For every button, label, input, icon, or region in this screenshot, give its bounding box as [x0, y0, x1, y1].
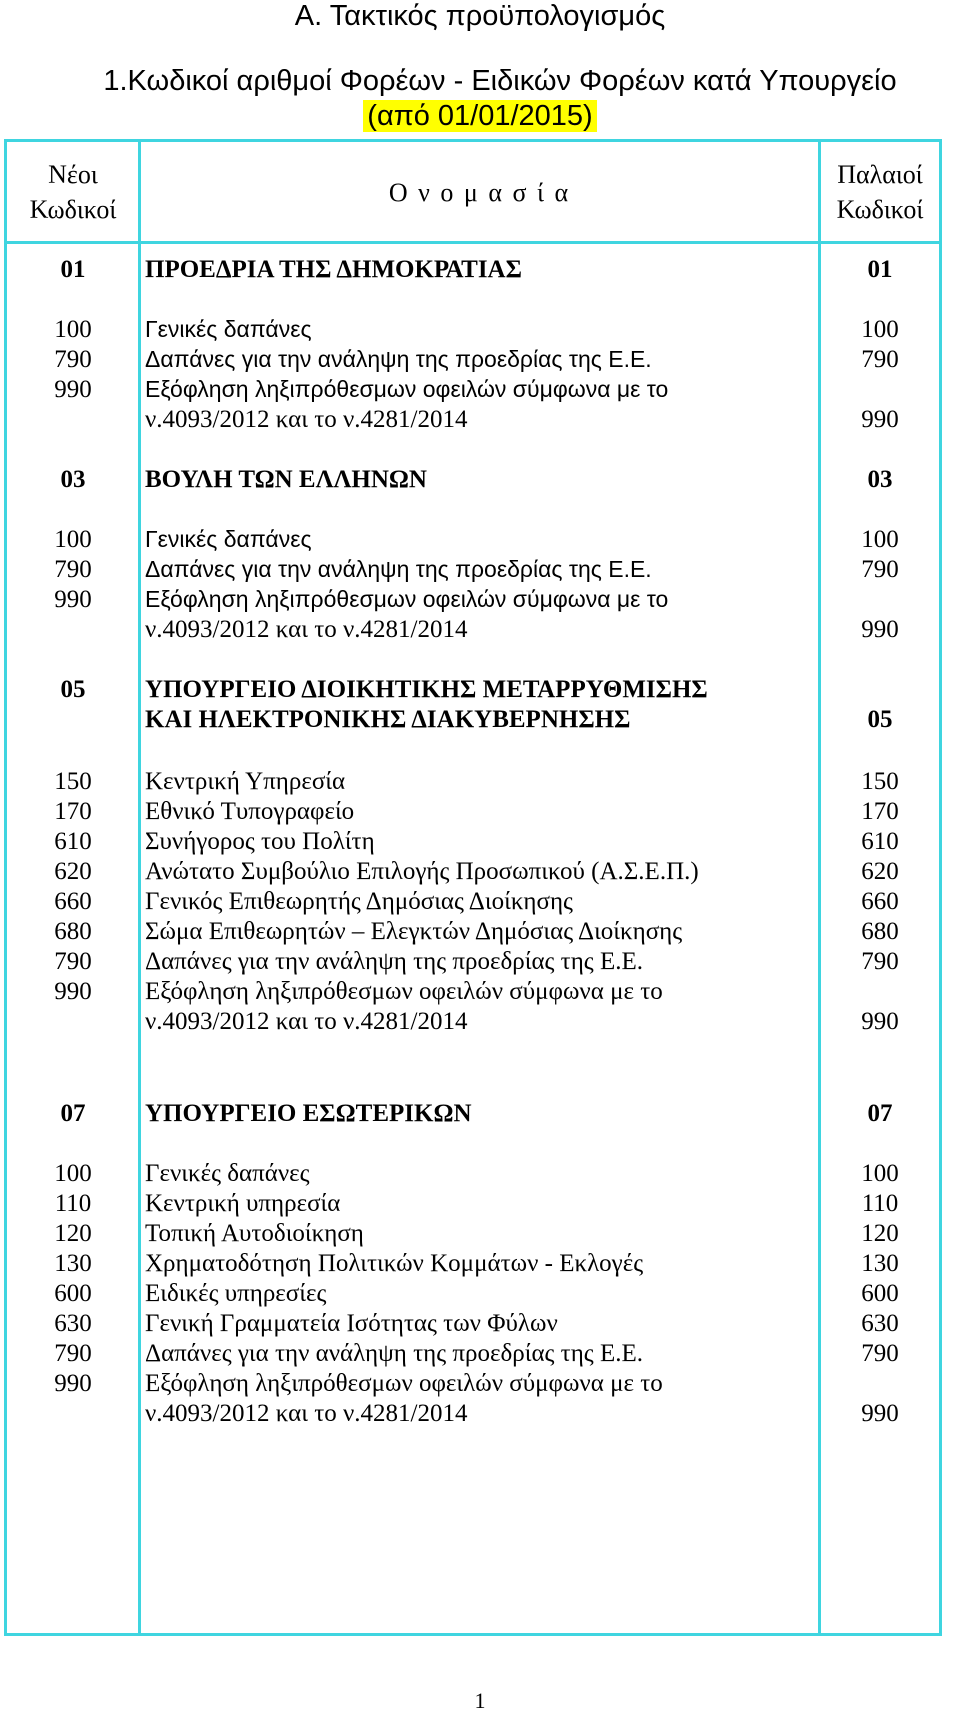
old-code-cell: 610	[861, 828, 899, 855]
old-code-cell: 790	[861, 556, 899, 583]
table-row	[0, 765, 960, 798]
name-cell: ν.4093/2012 και το ν.4281/2014	[145, 616, 468, 643]
header-new-line1: Νέοι	[48, 160, 98, 189]
table-row	[0, 975, 960, 1008]
table-row	[0, 1217, 960, 1250]
table-row	[0, 403, 960, 436]
header-new-codes	[8, 157, 138, 227]
page-number: 1	[474, 1688, 486, 1713]
name-cell: Ειδικές υπηρεσίες	[145, 1280, 327, 1307]
name-cell: Γενικές δαπάνες	[145, 526, 312, 552]
old-code-cell: 990	[861, 616, 899, 643]
name-cell: Γενικός Επιθεωρητής Δημόσιας Διοίκησης	[145, 888, 573, 915]
table-row	[0, 553, 960, 586]
table-row	[0, 313, 960, 346]
date-note	[0, 100, 960, 133]
table-row	[0, 613, 960, 646]
table-row	[0, 1247, 960, 1280]
table-row	[0, 855, 960, 888]
header-old-codes	[821, 157, 939, 227]
name-cell: ΠΡΟΕΔΡΙΑ ΤΗΣ ΔΗΜΟΚΡΑΤΙΑΣ	[145, 256, 522, 283]
table-row	[0, 1307, 960, 1340]
old-code-cell: 790	[861, 346, 899, 373]
new-code-cell: 150	[54, 768, 92, 795]
name-cell: Δαπάνες για την ανάληψη της προεδρίας της Ε.Ε.	[145, 346, 652, 372]
new-code-cell: 620	[54, 858, 92, 885]
date-note-highlight: (από 01/01/2015)	[363, 100, 596, 132]
name-cell: Κεντρική υπηρεσία	[145, 1190, 341, 1217]
new-code-cell: 120	[54, 1220, 92, 1247]
name-cell: Γενικές δαπάνες	[145, 316, 312, 342]
old-code-cell: 790	[861, 948, 899, 975]
old-code-cell: 660	[861, 888, 899, 915]
old-code-cell: 120	[861, 1220, 899, 1247]
new-code-cell: 990	[54, 978, 92, 1005]
name-cell: Συνήγορος του Πολίτη	[145, 828, 375, 855]
old-code-cell: 100	[861, 1160, 899, 1187]
new-code-cell: 660	[54, 888, 92, 915]
new-code-cell: 630	[54, 1310, 92, 1337]
new-code-cell: 790	[54, 556, 92, 583]
old-code-cell: 990	[861, 406, 899, 433]
header-old-line1: Παλαιοί	[837, 160, 923, 189]
new-code-cell: 100	[54, 316, 92, 343]
name-cell: Δαπάνες για την ανάληψη της προεδρίας της Ε.Ε.	[145, 948, 643, 975]
new-code-cell: 790	[54, 346, 92, 373]
new-code-cell: 990	[54, 1370, 92, 1397]
table-row	[0, 1157, 960, 1190]
table-row	[0, 885, 960, 918]
table-row	[0, 1367, 960, 1400]
new-code-cell: 790	[54, 1340, 92, 1367]
header-name: Ο ν ο μ α σ ί α	[388, 178, 571, 207]
name-cell: ΒΟΥΛΗ ΤΩΝ ΕΛΛΗΝΩΝ	[145, 466, 427, 493]
old-code-cell: 170	[861, 798, 899, 825]
old-code-cell: 110	[861, 1190, 899, 1217]
table-row	[0, 945, 960, 978]
name-cell: Γενικές δαπάνες	[145, 1160, 310, 1187]
name-cell: ν.4093/2012 και το ν.4281/2014	[145, 1400, 468, 1427]
ministry-row	[0, 673, 960, 706]
new-code-cell: 990	[54, 376, 92, 403]
old-code-cell: 150	[861, 768, 899, 795]
name-cell: ΚΑΙ ΗΛΕΚΤΡΟΝΙΚΗΣ ΔΙΑΚΥΒΕΡΝΗΣΗΣ	[145, 706, 631, 733]
name-cell: Κεντρική Υπηρεσία	[145, 768, 346, 795]
old-code-cell: 790	[861, 1340, 899, 1367]
table-row	[0, 1337, 960, 1370]
name-cell: Ανώτατο Συμβούλιο Επιλογής Προσωπικού (Α.Σ.Ε.Π.)	[145, 858, 699, 885]
old-code-cell: 01	[867, 256, 893, 283]
ministry-row	[0, 463, 960, 496]
name-cell: Εξόφληση ληξιπρόθεσμων οφειλών σύμφωνα με το	[145, 978, 663, 1005]
table-row	[0, 583, 960, 616]
table-row	[0, 1277, 960, 1310]
new-code-cell: 610	[54, 828, 92, 855]
table-row	[0, 1397, 960, 1430]
name-cell: ν.4093/2012 και το ν.4281/2014	[145, 1008, 468, 1035]
ministry-row	[0, 253, 960, 286]
new-code-cell: 130	[54, 1250, 92, 1277]
name-cell: Δαπάνες για την ανάληψη της προεδρίας της Ε.Ε.	[145, 556, 652, 582]
table-row	[0, 825, 960, 858]
name-cell: Εξόφληση ληξιπρόθεσμων οφειλών σύμφωνα με το	[145, 586, 669, 612]
new-code-cell: 110	[54, 1190, 92, 1217]
new-code-cell: 05	[60, 676, 86, 703]
header-new-line2: Κωδικοί	[29, 195, 117, 224]
ministry-row	[0, 1097, 960, 1130]
new-code-cell: 790	[54, 948, 92, 975]
new-code-cell: 01	[60, 256, 86, 283]
header-divider	[4, 241, 942, 244]
old-code-cell: 600	[861, 1280, 899, 1307]
old-code-cell: 03	[867, 466, 893, 493]
header-old-line2: Κωδικοί	[836, 195, 924, 224]
document-subtitle: 1.Κωδικοί αριθμοί Φορέων - Ειδικών Φορέων κατά Υπουργείο	[103, 65, 897, 97]
old-code-cell: 100	[861, 316, 899, 343]
table-row	[0, 915, 960, 948]
new-code-cell: 680	[54, 918, 92, 945]
old-code-cell: 620	[861, 858, 899, 885]
table-row	[0, 1005, 960, 1038]
name-cell: Εξόφληση ληξιπρόθεσμων οφειλών σύμφωνα με το	[145, 1370, 663, 1397]
new-code-cell: 100	[54, 1160, 92, 1187]
table-row	[0, 523, 960, 556]
new-code-cell: 170	[54, 798, 92, 825]
new-code-cell: 03	[60, 466, 86, 493]
name-cell: ΥΠΟΥΡΓΕΙΟ ΔΙΟΙΚΗΤΙΚΗΣ ΜΕΤΑΡΡΥΘΜΙΣΗΣ	[145, 676, 708, 703]
name-cell: ν.4093/2012 και το ν.4281/2014	[145, 406, 468, 433]
table-row	[0, 795, 960, 828]
name-cell: ΥΠΟΥΡΓΕΙΟ ΕΣΩΤΕΡΙΚΩΝ	[145, 1100, 472, 1127]
old-code-cell: 130	[861, 1250, 899, 1277]
document-title: Α. Τακτικός προϋπολογισμός	[294, 0, 666, 32]
old-code-cell: 05	[867, 706, 893, 733]
name-cell: Εθνικό Τυπογραφείο	[145, 798, 355, 825]
name-cell: Χρηματοδότηση Πολιτικών Κομμάτων - Εκλογές	[145, 1250, 644, 1277]
new-code-cell: 07	[60, 1100, 86, 1127]
new-code-cell: 600	[54, 1280, 92, 1307]
old-code-cell: 07	[867, 1100, 893, 1127]
name-cell: Σώμα Επιθεωρητών – Ελεγκτών Δημόσιας Διοίκησης	[145, 918, 683, 945]
old-code-cell: 630	[861, 1310, 899, 1337]
name-cell: Τοπική Αυτοδιοίκηση	[145, 1220, 364, 1247]
old-code-cell: 990	[861, 1400, 899, 1427]
name-cell: Γενική Γραμματεία Ισότητας των Φύλων	[145, 1310, 558, 1337]
old-code-cell: 680	[861, 918, 899, 945]
table-row	[0, 373, 960, 406]
new-code-cell: 100	[54, 526, 92, 553]
new-code-cell: 990	[54, 586, 92, 613]
ministry-row	[0, 703, 960, 736]
old-code-cell: 990	[861, 1008, 899, 1035]
table-row	[0, 343, 960, 376]
old-code-cell: 100	[861, 526, 899, 553]
name-cell: Δαπάνες για την ανάληψη της προεδρίας της Ε.Ε.	[145, 1340, 643, 1367]
table-row	[0, 1187, 960, 1220]
name-cell: Εξόφληση ληξιπρόθεσμων οφειλών σύμφωνα με το	[145, 376, 669, 402]
